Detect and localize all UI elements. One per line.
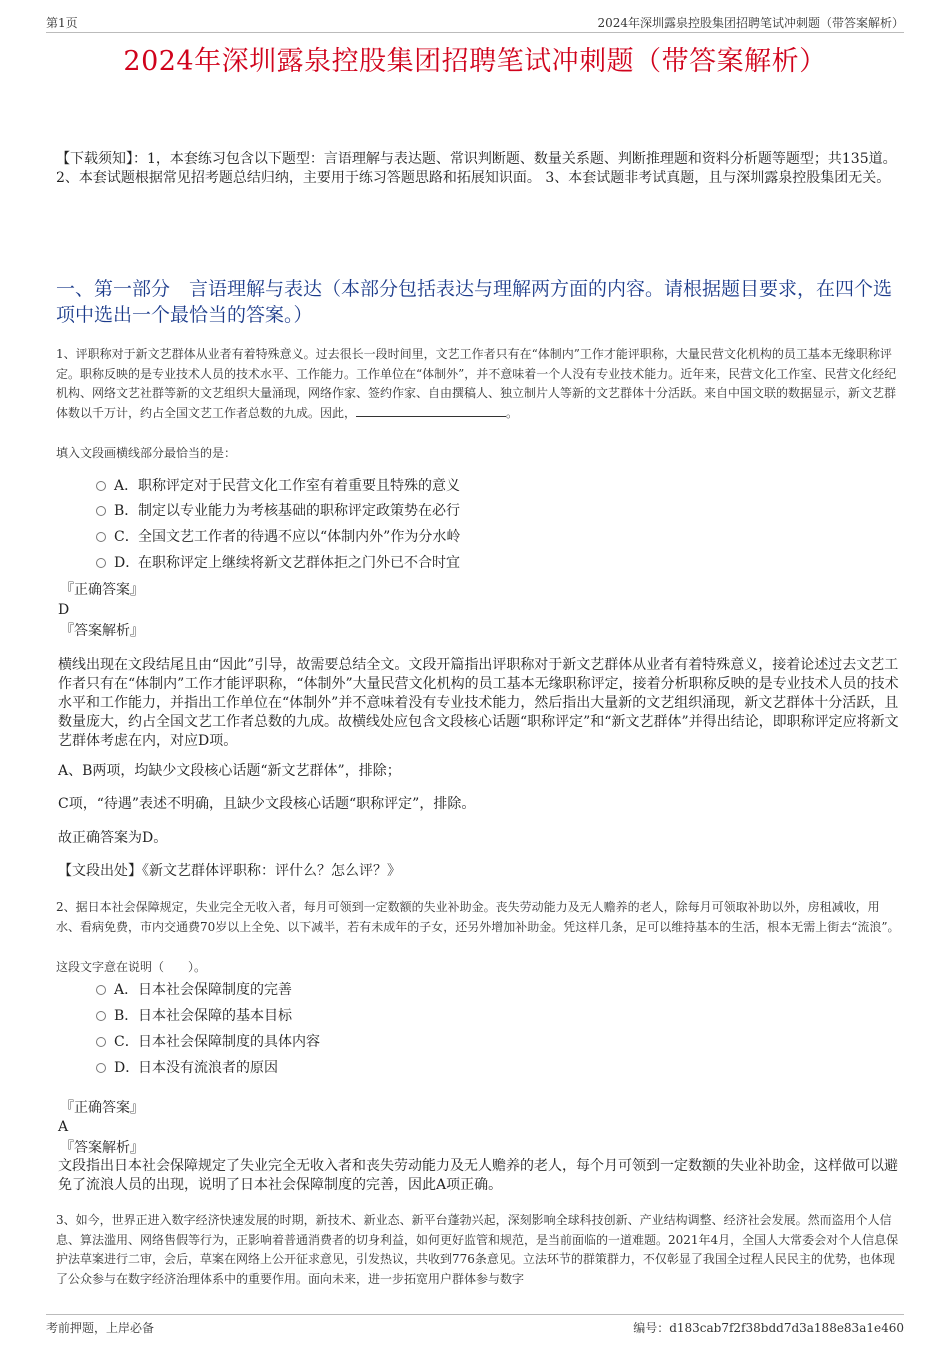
q1-answer: D bbox=[58, 602, 70, 618]
q1-option-c[interactable]: C．全国文艺工作者的待遇不应以“体制内外”作为分水岭 bbox=[96, 526, 460, 548]
radio-icon[interactable] bbox=[96, 985, 106, 995]
download-notice: 【下载须知】：1，本套练习包含以下题型：言语理解与表达题、常识判断题、数量关系题、判断推理题和资料分析题等题型；共135道。 2、本套试题根据常见招考题总结归纳，主要用于练习答题思路和拓展知识面。 3、本套试题非考试真题，且与深圳露泉控股集团无关。 bbox=[56, 151, 897, 186]
radio-icon[interactable] bbox=[96, 1037, 106, 1047]
q1-option-a[interactable]: A．职称评定对于民营文化工作室有着重要且特殊的意义 bbox=[96, 475, 460, 497]
footer-slogan: 考前押题，上岸必备 bbox=[46, 1321, 155, 1335]
q1-analysis: 横线出现在文段结尾且由“因此”引导，故需要总结全文。文段开篇指出评职称对于新文艺群体从业者有着特殊意义，接着论述过去文艺工作者只有在“体制内”工作才能评职称，“体制外”大量民营文化机构的员工基本无缘职称评定，接着分析职称反映的是专业技术人员的技术水平和工作能力，并指出工作单位在“体制外”并不意味着没有专业技术能力，然后指出大量新的文艺组织涌现，新文艺群体十分活跃，且数量庞大，约占全国文艺工作者总数的九成。故横线处应包含文段核心话题“职称评定”和“新文艺群体”并得出结论，即职称评定应将新文艺群体考虑在内，对应D项。 bbox=[58, 657, 899, 749]
q1-analysis-label: 『答案解析』 bbox=[60, 623, 144, 639]
q2-analysis-label: 『答案解析』 bbox=[60, 1140, 144, 1156]
radio-icon[interactable] bbox=[96, 1063, 106, 1073]
q1-note-c: C项，“待遇”表述不明确，且缺少文段核心话题“职称评定”，排除。 bbox=[58, 796, 476, 812]
q2-option-b[interactable]: B．日本社会保障的基本目标 bbox=[96, 1005, 292, 1027]
q2-analysis: 文段指出日本社会保障规定了失业完全无收入者和丧失劳动能力及无人赡养的老人，每个月可领到一定数额的失业补助金，这样做可以避免了流浪人员的出现，说明了日本社会保障制度的完善，因此A项正确。 bbox=[58, 1158, 898, 1193]
radio-icon[interactable] bbox=[96, 506, 106, 516]
q2-answer-label: 『正确答案』 bbox=[60, 1100, 144, 1116]
document-id: 编号：d183cab7f2f38bdd7d3a188e83a1e460 bbox=[633, 1321, 904, 1335]
question-1-prompt: 填入文段画横线部分最恰当的是： bbox=[56, 446, 237, 460]
q2-answer: A bbox=[58, 1119, 69, 1135]
question-1-text: 1、评职称对于新文艺群体从业者有着特殊意义。过去很长一段时间里，文艺工作者只有在“体制内”工作才能评职称，大量民营文化机构的员工基本无缘职称评定。职称反映的是专业技术人员的技术水平、工作能力。工作单位在“体制外”，并不意味着一个人没有专业技术能力。近年来，民营文化工作室、民营文化经纪机构、网络文艺社群等新的文艺组织大量涌现，网络作家、签约作家、自由撰稿人、独立制片人等新的文艺群体十分活跃。来自中国文联的数据显示，新文艺群体数以千万计，约占全国文艺工作者总数的九成。因此， 。 bbox=[56, 347, 897, 420]
q1-note-ab: A、B两项，均缺少文段核心话题“新文艺群体”，排除； bbox=[58, 763, 401, 779]
answer-blank bbox=[356, 404, 506, 417]
q2-option-d[interactable]: D．日本没有流浪者的原因 bbox=[96, 1057, 278, 1079]
document-title: 2024年深圳露泉控股集团招聘笔试冲刺题（带答案解析） bbox=[123, 46, 827, 77]
header-doc-title: 2024年深圳露泉控股集团招聘笔试冲刺题（带答案解析） bbox=[597, 16, 904, 30]
question-3-text: 3、如今，世界正进入数字经济快速发展的时期，新技术、新业态、新平台蓬勃兴起，深刻影响全球科技创新、产业结构调整、经济社会发展。然而盗用个人信息、算法滥用、网络售假等行为，正影响着普通消费者的切身利益，如何更好监管和规范，是当前面临的一道难题。2021年4月，全国人大常委会对个人信息保护法草案进行二审，会后，草案在网络上公开征求意见，引发热议，共收到776条意见。立法环节的群策群力，不仅彰显了我国全过程人民民主的优势，也体现了公众参与在数字经济治理体系中的重要作用。面向未来，进一步拓宽用户群体参与数字 bbox=[56, 1213, 899, 1286]
page-header bbox=[46, 14, 904, 33]
q2-option-a[interactable]: A．日本社会保障制度的完善 bbox=[96, 979, 292, 1001]
q1-option-d[interactable]: D．在职称评定上继续将新文艺群体拒之门外已不合时宜 bbox=[96, 552, 460, 574]
q1-source: 【文段出处】《新文艺群体评职称：评什么？怎么评？》 bbox=[58, 863, 401, 879]
section-heading: 一、第一部分 言语理解与表达（本部分包括表达与理解两方面的内容。请根据题目要求，在四个选项中选出一个最恰当的答案。） bbox=[56, 278, 893, 326]
radio-icon[interactable] bbox=[96, 532, 106, 542]
q2-option-c[interactable]: C．日本社会保障制度的具体内容 bbox=[96, 1031, 320, 1053]
page-footer bbox=[46, 1314, 904, 1336]
question-2-prompt: 这段文字意在说明（ ）。 bbox=[56, 960, 207, 974]
radio-icon[interactable] bbox=[96, 558, 106, 568]
q1-option-b[interactable]: B．制定以专业能力为考核基础的职称评定政策势在必行 bbox=[96, 500, 460, 522]
radio-icon[interactable] bbox=[96, 1011, 106, 1021]
radio-icon[interactable] bbox=[96, 481, 106, 491]
q1-answer-label: 『正确答案』 bbox=[60, 582, 144, 598]
q1-conclusion: 故正确答案为D。 bbox=[58, 830, 168, 846]
page-number: 第1页 bbox=[46, 16, 78, 30]
question-2-text: 2、据日本社会保障规定，失业完全无收入者，每月可领到一定数额的失业补助金。丧失劳动能力及无人赡养的老人，除每月可领取补助以外，房租减收，用水、看病免费，市内交通费70岁以上全免、以下减半，若有未成年的子女，还另外增加补助金。凭这样几条，足可以维持基本的生活，根本无需上街去“流浪”。 bbox=[56, 900, 900, 934]
